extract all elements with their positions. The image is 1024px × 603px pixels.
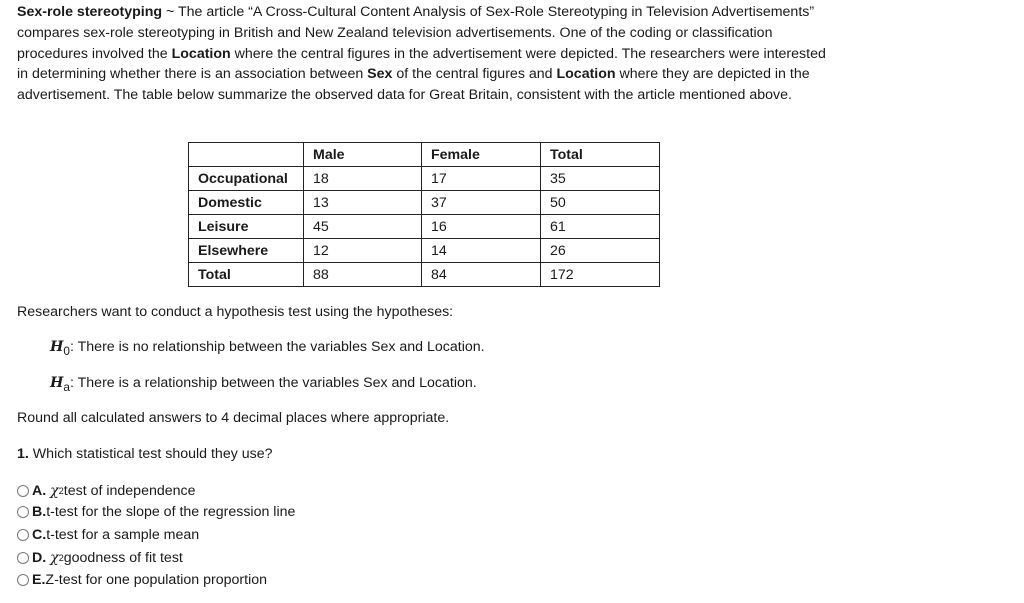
cell-female: 17 xyxy=(422,167,541,191)
option-letter: B. xyxy=(32,504,47,520)
option-e[interactable] xyxy=(17,572,267,588)
cell-total: 61 xyxy=(541,215,660,239)
option-letter: C. xyxy=(32,527,47,543)
table-row xyxy=(189,239,660,263)
cell-female: 16 xyxy=(422,215,541,239)
cell-female: 84 xyxy=(422,263,541,287)
question-number: 1. xyxy=(17,446,29,462)
intro-text: of the central figures and xyxy=(392,66,557,83)
header-cell: Male xyxy=(304,143,422,167)
observed-data-table xyxy=(188,142,660,287)
chi-symbol: χ xyxy=(50,483,59,499)
cell-male: 13 xyxy=(304,191,422,215)
option-text: t-test for the slope of the regression line xyxy=(46,504,296,520)
table-row xyxy=(189,215,660,239)
alternative-hypothesis xyxy=(50,375,477,394)
row-label: Leisure xyxy=(189,215,304,239)
ha-symbol: H xyxy=(50,375,64,391)
intro-bold-location: Location xyxy=(171,45,231,62)
chi-exponent: 2 xyxy=(58,486,64,496)
cell-male: 88 xyxy=(304,263,422,287)
chi-exponent: 2 xyxy=(58,553,64,563)
h0-text: : There is no relationship between the variables Sex and Location. xyxy=(70,339,485,355)
radio-button[interactable] xyxy=(17,529,29,541)
option-text: goodness of fit test xyxy=(63,550,183,566)
row-label: Total xyxy=(189,263,304,287)
row-label: Domestic xyxy=(189,191,304,215)
row-label: Occupational xyxy=(189,167,304,191)
header-cell: Total xyxy=(541,143,660,167)
radio-button[interactable] xyxy=(17,574,29,586)
option-letter: E. xyxy=(32,572,46,588)
option-b[interactable] xyxy=(17,504,295,520)
question-text: Which statistical test should they use? xyxy=(28,446,273,462)
cell-female: 14 xyxy=(422,239,541,263)
option-c[interactable] xyxy=(17,527,199,543)
table-row xyxy=(189,167,660,191)
table-header-row xyxy=(189,143,660,167)
chi-symbol: χ xyxy=(50,550,59,566)
intro-text: where the central figures in the advertisement were depicted. The researchers were interested in determining whether there is an association between xyxy=(17,45,826,83)
row-label: Elsewhere xyxy=(189,239,304,263)
intro-bold-sex: Sex xyxy=(367,66,393,83)
hypothesis-intro: Researchers want to conduct a hypothesis test using the hypotheses: xyxy=(17,304,454,320)
option-d[interactable] xyxy=(17,550,183,566)
radio-button[interactable] xyxy=(17,552,29,564)
cell-male: 45 xyxy=(304,215,422,239)
question-1 xyxy=(17,446,273,462)
option-letter: A. xyxy=(32,483,47,499)
table-row xyxy=(189,263,660,287)
ha-subscript: a xyxy=(63,379,70,394)
intro-text: where they are depicted in the advertisement. The table below summarize the observed data for Great Britain, consistent with the article mentioned above. xyxy=(17,66,810,104)
radio-button[interactable] xyxy=(17,506,29,518)
header-cell: Female xyxy=(422,143,541,167)
ha-text: : There is a relationship between the variables Sex and Location. xyxy=(70,375,477,391)
table-row xyxy=(189,191,660,215)
option-text: test of independence xyxy=(63,483,196,499)
problem-title: Sex-role stereotyping xyxy=(17,4,163,20)
cell-male: 18 xyxy=(304,167,422,191)
option-text: t-test for a sample mean xyxy=(46,527,200,543)
intro-text: ~ The article “A Cross-Cultural Content Analysis of Sex-Role Stereotyping in Television Advertisements” compares sex-role stereotyping in British and New Zealand television advertisements. One of the coding or classification procedures involved the xyxy=(17,4,815,62)
h0-symbol: H xyxy=(50,339,64,355)
option-letter: D. xyxy=(32,550,47,566)
problem-intro xyxy=(17,2,837,106)
cell-total: 172 xyxy=(541,263,660,287)
header-cell xyxy=(189,143,304,167)
rounding-note: Round all calculated answers to 4 decimal places where appropriate. xyxy=(17,410,450,426)
intro-bold-location: Location xyxy=(556,66,616,83)
option-a[interactable] xyxy=(17,483,196,499)
cell-total: 50 xyxy=(541,191,660,215)
cell-male: 12 xyxy=(304,239,422,263)
cell-total: 26 xyxy=(541,239,660,263)
h0-subscript: 0 xyxy=(63,343,70,358)
option-text: Z-test for one population proportion xyxy=(45,572,268,588)
null-hypothesis xyxy=(50,339,485,358)
radio-button[interactable] xyxy=(17,485,29,497)
cell-total: 35 xyxy=(541,167,660,191)
cell-female: 37 xyxy=(422,191,541,215)
